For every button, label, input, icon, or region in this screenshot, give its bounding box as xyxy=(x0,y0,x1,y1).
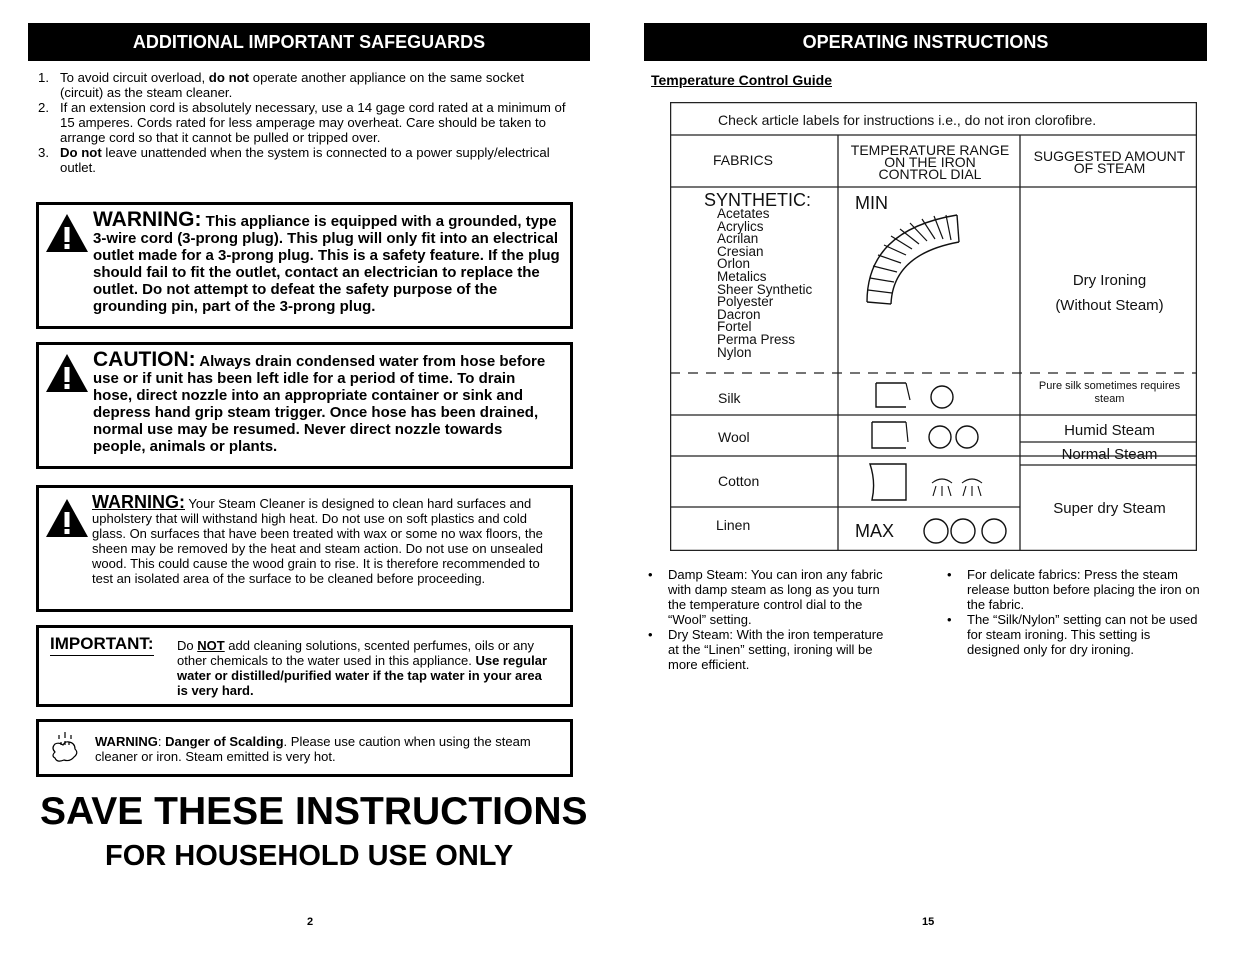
col-fabrics: FABRICS xyxy=(713,152,773,168)
warning-title: WARNING: xyxy=(92,492,185,512)
warning-box-grounding xyxy=(36,202,573,329)
caution-text: Always drain condensed water from hose before use or if unit has been left idle for a period of time. To drain hose, direct nozzle into an appropriate container or sink and depress hand grip steam trigger. Once hose has been drained, normal use may be resumed. Never direct nozzle towards people, animals or plants. xyxy=(93,353,546,455)
warning-triangle-icon xyxy=(45,353,89,393)
warning-text: This appliance is equipped with a grounded, type 3-wire cord (3-prong plug). This plug will only fit into an electrical outlet made for a 3-prong plug. This is a safety feature. If the plug should fail to fit the outlet, contact an electrician to replace the outlet. Do not attempt to defeat the safety purpose of the grounding pin, part of the 3-prong plug. xyxy=(93,213,560,315)
normal-steam: Normal Steam xyxy=(1061,446,1158,463)
warning-triangle-icon xyxy=(45,498,89,538)
col-temperature: TEMPERATURE RANGE ON THE IRON CONTROL DIAL xyxy=(850,142,1010,182)
linen-label: Linen xyxy=(716,517,751,533)
synthetic-title: SYNTHETIC: xyxy=(704,190,812,210)
caution-title: CAUTION: xyxy=(93,348,196,371)
save-instructions-heading: SAVE THESE INSTRUCTIONS xyxy=(40,790,588,833)
right-header: OPERATING INSTRUCTIONS xyxy=(644,23,1207,61)
warning-triangle-icon xyxy=(45,213,89,253)
min-label: MIN xyxy=(855,193,888,213)
wool-label: Wool xyxy=(718,429,750,445)
bullets-left xyxy=(648,567,896,672)
super-dry-steam: Super dry Steam xyxy=(1053,500,1166,517)
caution-box xyxy=(36,342,573,469)
temperature-table xyxy=(670,102,1197,551)
household-use-heading: FOR HOUSEHOLD USE ONLY xyxy=(105,840,514,872)
bullets-right xyxy=(947,567,1202,657)
safeguards-list xyxy=(36,70,566,175)
important-text: Do NOT add cleaning solutions, scented perfumes, oils or any other chemicals to the water used in this appliance. Use regular water or distilled/purified water if the tap water in your area is very hard. xyxy=(177,638,548,698)
safeguard-item: 3. Do not leave unattended when the system is connected to a power supply/electrical outlet. xyxy=(38,145,550,175)
left-header: ADDITIONAL IMPORTANT SAFEGUARDS xyxy=(28,23,590,61)
warning-box-surfaces xyxy=(36,485,573,612)
scald-warning-box xyxy=(36,719,573,777)
bullet-item: • The “Silk/Nylon” setting can not be used for steam ironing. This setting is designed only for dry ironing. xyxy=(947,612,1198,657)
bullet-item: • Dry Steam: With the iron temperature at the “Linen” setting, ironing will be more efficient. xyxy=(648,627,884,672)
page-number: 2 xyxy=(307,916,314,928)
important-box xyxy=(36,625,573,707)
bullet-item: • For delicate fabrics: Press the steam release button before placing the iron on the fabric. xyxy=(947,567,1200,612)
dry-ironing: Dry Ironing (Without Steam) xyxy=(1055,272,1164,314)
silk-label: Silk xyxy=(718,390,741,406)
warning-text: Your Steam Cleaner is designed to clean hard surfaces and upholstery that will withstand high heat. Do not use on soft plastics and cold glass. On surfaces that have been treated with wax or some no wax floors, the sheen may be removed by the heat and steam action. Do not use on unsealed wood. This could cause the wood grain to rise. It is therefore recommended to test an isolated area of the surface to be cleaned before proceeding. xyxy=(92,496,543,586)
cotton-label: Cotton xyxy=(718,473,760,489)
safeguard-item: 1. To avoid circuit overload, do not operate another appliance on the same socket (circuit) as the steam cleaner. xyxy=(38,70,525,100)
temperature-guide-title: Temperature Control Guide xyxy=(651,72,832,88)
safeguard-item: 2. If an extension cord is absolutely necessary, use a 14 gage cord rated at a minimum of 15 amperes. Cords rated for less amperage may overheat. Care should be taken to arrange cord so that it cannot be pulled or tripped over. xyxy=(38,100,566,145)
max-label: MAX xyxy=(855,521,895,541)
synthetic-list: Acetates Acrylics Acrilan Cresian Orlon Metalics Sheer Synthetic Polyester Dacron Fortel Perma Press Nylon xyxy=(717,206,813,360)
warning-title: WARNING: xyxy=(93,208,202,231)
bullet-item: • Damp Steam: You can iron any fabric with damp steam as long as you turn the temperature control dial to the “Wool” setting. xyxy=(648,567,883,627)
humid-steam: Humid Steam xyxy=(1064,422,1155,439)
col-steam: SUGGESTED AMOUNT OF STEAM xyxy=(1033,148,1186,176)
table-note: Check article labels for instructions i.e., do not iron clorofibre. xyxy=(718,112,1097,128)
silk-note: Pure silk sometimes requires steam xyxy=(1038,380,1181,405)
scald-text: WARNING: Danger of Scalding. Please use caution when using the steam cleaner or iron. Steam emitted is very hot. xyxy=(95,734,531,764)
page-number: 15 xyxy=(922,916,935,928)
important-title: IMPORTANT: xyxy=(50,634,154,656)
steam-hand-icon xyxy=(49,730,81,768)
